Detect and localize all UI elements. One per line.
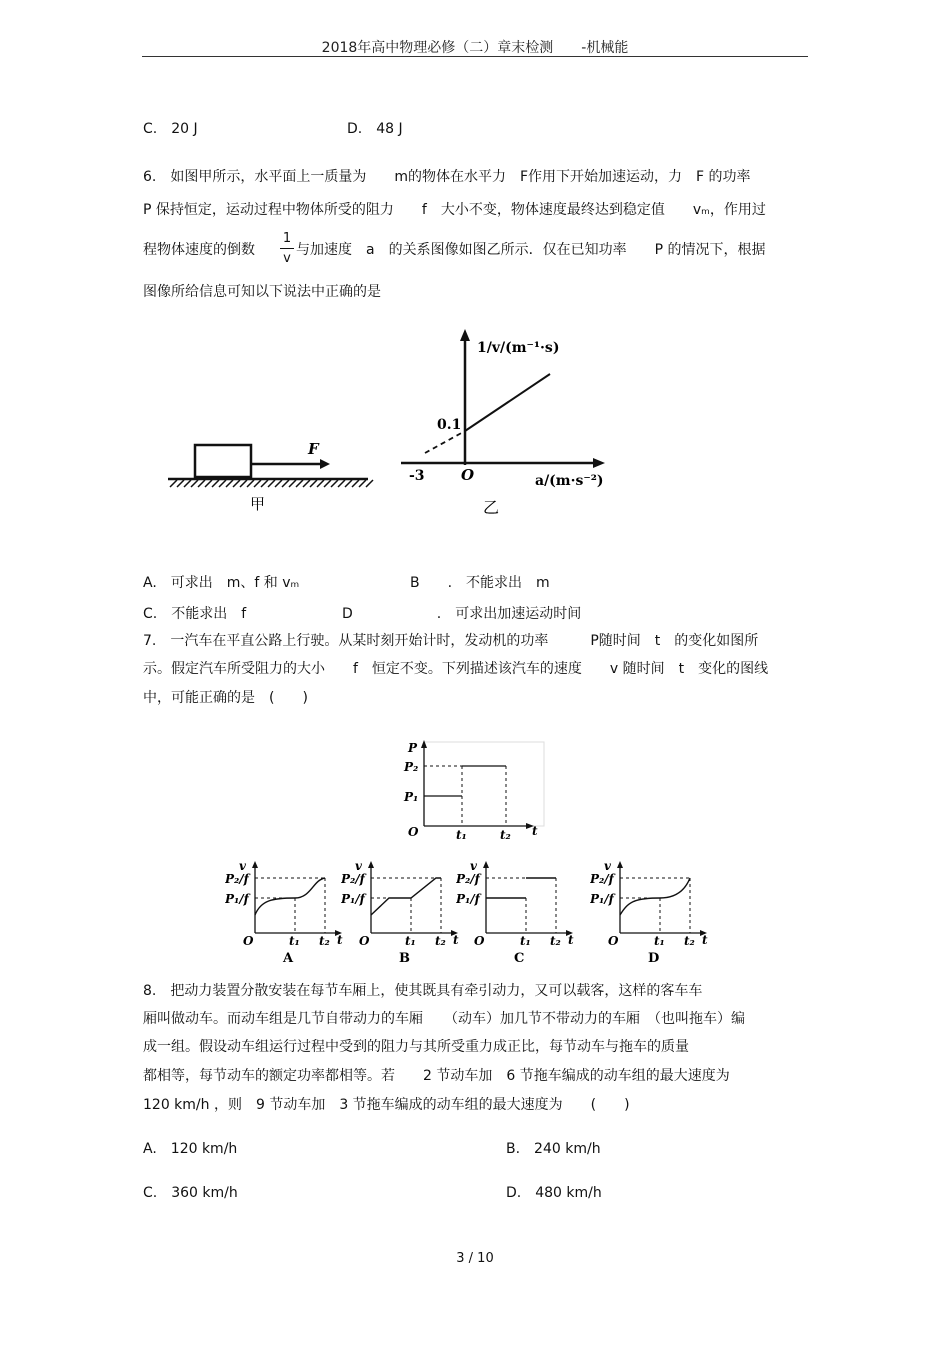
t2-label: t₂ — [435, 934, 446, 948]
block — [195, 445, 251, 477]
hatch-mark — [282, 480, 289, 487]
q6-option-a: A. 可求出 m、f 和 vₘ — [143, 575, 300, 591]
q6-line-3a: 程物体速度的倒数 — [143, 242, 255, 258]
hatch-mark — [254, 480, 261, 487]
hatch-mark — [331, 480, 338, 487]
hatch-mark — [366, 480, 373, 487]
hatch-mark — [198, 480, 205, 487]
q8-option-a: A. 120 km/h — [143, 1141, 238, 1157]
p2f-label: P₂/f — [456, 872, 480, 886]
q6-option-c: C. 不能求出 f — [143, 606, 247, 622]
hatch-mark — [268, 480, 275, 487]
t1-label: t₁ — [289, 934, 300, 948]
hatch-mark — [324, 480, 331, 487]
t1-label: t₁ — [520, 934, 531, 948]
t1-label: t₁ — [405, 934, 416, 948]
force-label: F — [308, 440, 319, 458]
hatch-mark — [226, 480, 233, 487]
hatch-mark — [219, 480, 226, 487]
dashed-extension — [425, 431, 465, 453]
fraction-numerator: 1 — [282, 231, 292, 246]
v-label: v — [604, 859, 611, 873]
v-label: v — [355, 859, 362, 873]
header-rule — [142, 56, 808, 57]
p1-label: P₁ — [404, 790, 419, 804]
p1f-label: P₁/f — [456, 892, 480, 906]
hatch-mark — [296, 480, 303, 487]
q8-option-d: D. 480 km/h — [506, 1185, 602, 1201]
y-arrowhead — [483, 861, 489, 868]
origin-label: O — [243, 934, 254, 948]
q6-option-b: B . 不能求出 m — [410, 575, 550, 591]
p1f-label: P₁/f — [590, 892, 614, 906]
ground-hatch — [170, 480, 373, 487]
hatch-mark — [212, 480, 219, 487]
hatch-mark — [359, 480, 366, 487]
t2-label: t₂ — [319, 934, 330, 948]
velocity-curve — [371, 878, 441, 915]
hatch-mark — [184, 480, 191, 487]
q6-fraction — [280, 231, 294, 266]
origin-label: O — [474, 934, 485, 948]
hatch-mark — [289, 480, 296, 487]
hatch-mark — [247, 480, 254, 487]
hatch-mark — [338, 480, 345, 487]
q8-line-1: 8. 把动力装置分散安装在每节车厢上，使其既具有牵引动力，又可以载客，这样的客车车 — [143, 983, 703, 999]
option-caption: A — [283, 951, 294, 966]
option-c-prev: C. 20 J — [143, 121, 198, 137]
t-axis-label: t — [337, 933, 343, 947]
hatch-mark — [191, 480, 198, 487]
y-arrowhead — [460, 329, 470, 341]
y-label: P — [408, 741, 418, 755]
y-arrowhead — [252, 861, 258, 868]
t2-label: t₂ — [550, 934, 561, 948]
hatch-mark — [352, 480, 359, 487]
option-graph-b — [341, 858, 469, 966]
q6-line-2: P 保持恒定，运动过程中物体所受的阻力 f 大小不变，物体速度最终达到稳定值 vₘ，作用过 — [143, 202, 766, 218]
x-arrowhead — [593, 458, 605, 468]
origin-label: O — [461, 466, 475, 484]
hatch-mark — [317, 480, 324, 487]
q7-power-graph — [400, 738, 550, 848]
fraction-bar — [280, 248, 294, 249]
x-axis-label: a/(m·s⁻²) — [535, 473, 604, 489]
page-header: 2018年高中物理必修（二）章末检测 -机械能 — [321, 40, 629, 56]
y-intercept-label: 0.1 — [437, 417, 462, 433]
figure-yi — [395, 325, 625, 520]
hatch-mark — [261, 480, 268, 487]
option-caption: B — [399, 951, 410, 966]
graph-frame — [424, 742, 544, 826]
origin-label: O — [608, 934, 619, 948]
p2f-label: P₂/f — [590, 872, 614, 886]
q8-line-2: 厢叫做动车。而动车组是几节自带动力的车厢 （动车）加几节不带动力的车厢 （也叫拖车）编 — [143, 1011, 745, 1027]
hatch-mark — [275, 480, 282, 487]
t-axis-label: t — [568, 933, 574, 947]
hatch-mark — [345, 480, 352, 487]
option-caption: D — [648, 951, 660, 966]
t1-label: t₁ — [654, 934, 665, 948]
y-axis-label: 1/v/(m⁻¹·s) — [477, 340, 560, 356]
caption-jia: 甲 — [250, 495, 266, 513]
q7-line-3: 中，可能正确的是 ( ) — [143, 690, 308, 706]
v-label: v — [239, 859, 246, 873]
hatch-mark — [170, 480, 177, 487]
origin-label: O — [359, 934, 370, 948]
option-caption: C — [514, 951, 525, 966]
option-graph-a — [225, 858, 353, 966]
t-axis-label: t — [702, 933, 708, 947]
q8-option-b: B. 240 km/h — [506, 1141, 601, 1157]
q6-line-3b: 与加速度 a 的关系图像如图乙所示．仅在已知功率 P 的情况下，根据 — [296, 242, 766, 258]
q7-line-1: 7. 一汽车在平直公路上行驶。从某时刻开始计时，发动机的功率 P随时间 t 的变化如图所 — [143, 633, 759, 649]
q8-line-3: 成一组。假设动车组运行过程中受到的阻力与其所受重力成正比，每节动车与拖车的质量 — [143, 1039, 689, 1055]
y-arrowhead — [368, 861, 374, 868]
t2-label: t₂ — [684, 934, 695, 948]
force-arrowhead — [320, 459, 330, 469]
hatch-mark — [240, 480, 247, 487]
fraction-denominator: v — [283, 251, 291, 266]
option-graph-c — [456, 858, 584, 966]
p2f-label: P₂/f — [341, 872, 365, 886]
hatch-mark — [177, 480, 184, 487]
t-axis-label: t — [453, 933, 459, 947]
velocity-curve — [620, 878, 690, 915]
p2f-label: P₂/f — [225, 872, 249, 886]
t1-label: t₁ — [456, 828, 467, 842]
q8-line-5: 120 km/h ，则 9 节动车加 3 节拖车编成的动车组的最大速度为 ( ) — [143, 1097, 630, 1113]
v-label: v — [470, 859, 477, 873]
origin-label: O — [408, 825, 419, 839]
q6-line-1: 6. 如图甲所示，水平面上一质量为 m的物体在水平力 F作用下开始加速运动，力 F 的功率 — [143, 169, 751, 185]
q7-line-2: 示。假定汽车所受阻力的大小 f 恒定不变。下列描述该汽车的速度 v 随时间 t 变化的图线 — [143, 661, 769, 677]
hatch-mark — [303, 480, 310, 487]
graph-line — [465, 374, 550, 431]
p2-label: P₂ — [404, 760, 419, 774]
hatch-mark — [233, 480, 240, 487]
p1f-label: P₁/f — [341, 892, 365, 906]
caption-yi: 乙 — [483, 498, 500, 517]
option-graph-d — [590, 858, 718, 966]
q8-line-4: 都相等，每节动车的额定功率都相等。若 2 节动车加 6 节拖车编成的动车组的最大速度为 — [143, 1068, 730, 1084]
hatch-mark — [310, 480, 317, 487]
q6-option-d: D . 可求出加速运动时间 — [342, 606, 582, 622]
velocity-curve — [486, 878, 556, 898]
t-axis-label: t — [532, 824, 538, 838]
x-intercept-label: -3 — [409, 468, 425, 484]
velocity-curve — [255, 878, 325, 915]
t2-label: t₂ — [500, 828, 511, 842]
q6-line-4: 图像所给信息可知以下说法中正确的是 — [143, 284, 381, 300]
page-number: 3 / 10 — [456, 1251, 494, 1266]
y-arrowhead — [421, 740, 427, 748]
q8-option-c: C. 360 km/h — [143, 1185, 238, 1201]
option-d-prev: D. 48 J — [347, 121, 403, 137]
y-arrowhead — [617, 861, 623, 868]
p1f-label: P₁/f — [225, 892, 249, 906]
hatch-mark — [205, 480, 212, 487]
figure-jia — [162, 435, 374, 515]
